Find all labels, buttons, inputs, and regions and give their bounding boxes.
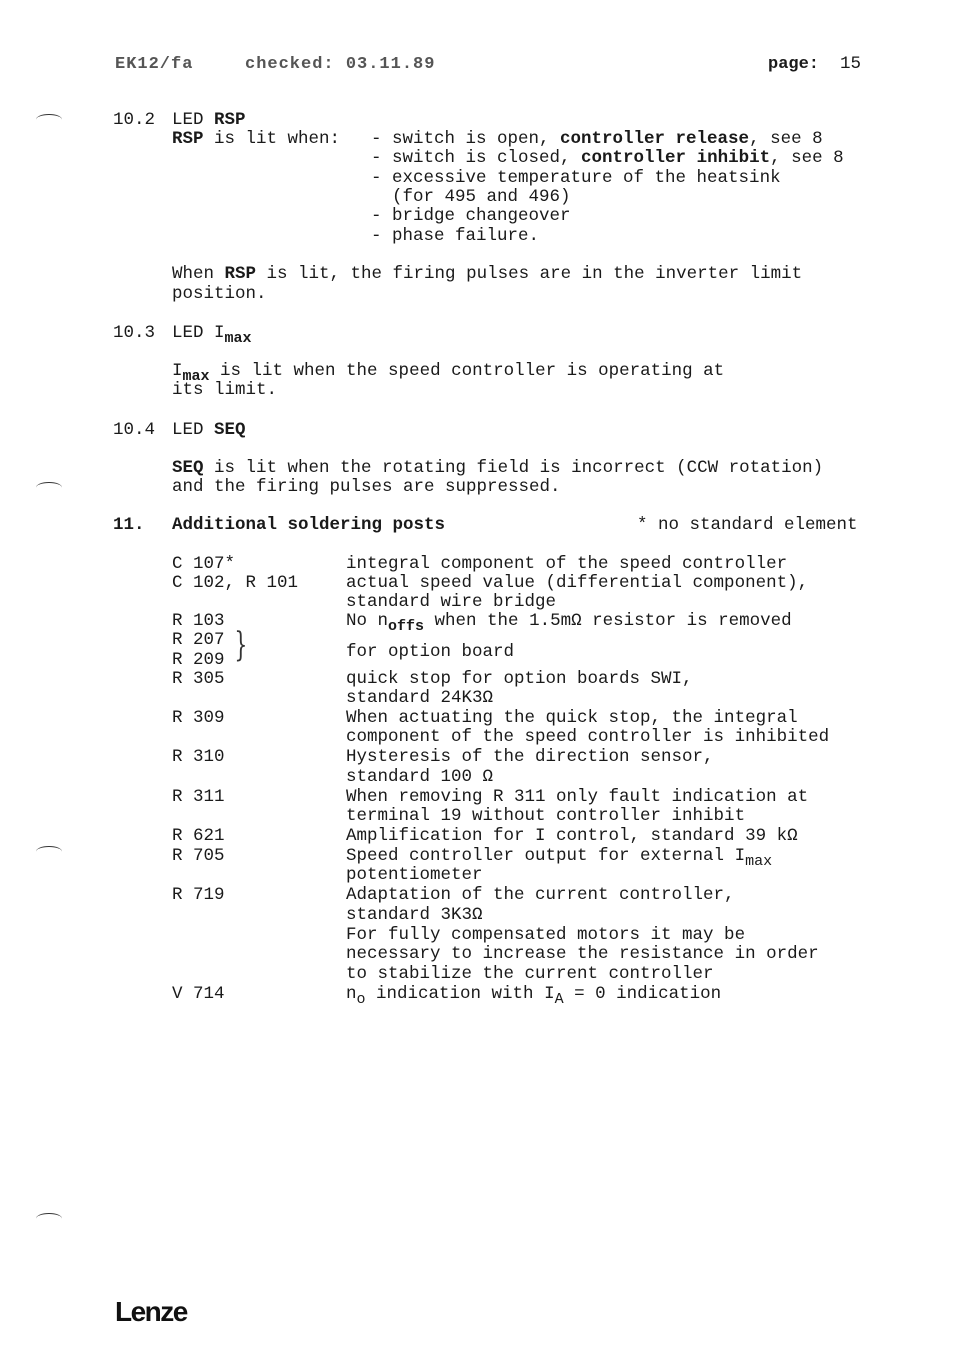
ref-label: R 305 — [172, 669, 225, 689]
ref-description: standard 100 Ω — [346, 767, 494, 787]
ref-description: $n_o$ indication with $I_A = 0$ indication — [346, 984, 722, 1008]
ref-label: C 102, R 101 — [172, 573, 299, 593]
rsp-note: When RSP is lit, the firing pulses are in the inverter limit — [172, 264, 803, 284]
ref-label: R 311 — [172, 787, 225, 807]
page-number: 15 — [840, 54, 862, 74]
seq-body-line2: and the firing pulses are suppressed. — [172, 477, 561, 497]
section-11-note: * no standard element — [637, 515, 858, 535]
ref-label: R 309 — [172, 708, 225, 728]
ref-description: Adaptation of the current controller, — [346, 885, 735, 905]
ref-description: terminal 19 without controller inhibit — [346, 806, 746, 826]
ref-description: For fully compensated motors it may be — [346, 925, 746, 945]
ref-description: When removing R 311 only fault indication at — [346, 787, 809, 807]
imax-body: $I_{max}$ is lit when the speed controller is operating at — [172, 361, 725, 385]
imax-body-line2: its limit. — [172, 380, 278, 400]
doc-code: EK12/fa — [115, 55, 194, 74]
section-10-2-number: 10.2 — [113, 110, 156, 130]
section-10-3-number: 10.3 — [113, 323, 156, 343]
section-10-4-title: LED SEQ — [172, 420, 246, 440]
page-label: page: — [768, 55, 820, 74]
ref-description: Hysteresis of the direction sensor, — [346, 747, 714, 767]
rsp-bullet: - bridge changeover — [371, 206, 571, 226]
ref-description: potentiometer — [346, 865, 483, 885]
ref-description: component of the speed controller is inhibited — [346, 727, 830, 747]
ref-description: actual speed value (differential component), — [346, 573, 809, 593]
ref-label: R 621 — [172, 826, 225, 846]
rsp-note-line2: position. — [172, 284, 267, 304]
margin-mark — [36, 846, 62, 857]
rsp-bullet: - phase failure. — [371, 226, 540, 246]
ref-description: When actuating the quick stop, the integral — [346, 708, 798, 728]
margin-mark — [36, 1213, 62, 1224]
ref-description: for option board — [346, 642, 515, 662]
ref-description: Amplification for I control, standard 39 kΩ — [346, 826, 798, 846]
section-10-2-title: LED RSP — [172, 110, 246, 130]
ref-label: R 310 — [172, 747, 225, 767]
ref-description: standard 24K3Ω — [346, 688, 494, 708]
section-10-3-title: LED $I_{max}$ — [172, 323, 252, 347]
section-11-number: 11. — [113, 515, 145, 535]
rsp-bullet: - switch is closed, controller inhibit, see 8 — [371, 148, 844, 168]
brace-mark: } — [234, 625, 248, 665]
ref-label: R 209 — [172, 650, 225, 670]
rsp-lit-when: RSP is lit when: — [172, 129, 341, 149]
lenze-logo: Lenze — [115, 1296, 187, 1327]
ref-description: standard 3K3Ω — [346, 905, 483, 925]
rsp-bullet: (for 495 and 496) — [371, 187, 571, 207]
ref-description: integral component of the speed controller — [346, 554, 788, 574]
rsp-bullet: - switch is open, controller release, see 8 — [371, 129, 823, 149]
seq-body: SEQ is lit when the rotating field is incorrect (CCW rotation) — [172, 458, 824, 478]
section-11-title: Additional soldering posts — [172, 515, 446, 535]
ref-description: necessary to increase the resistance in order — [346, 944, 819, 964]
ref-description: quick stop for option boards SWI, — [346, 669, 693, 689]
margin-mark — [36, 114, 62, 125]
ref-label: R 719 — [172, 885, 225, 905]
ref-label: C 107* — [172, 554, 236, 574]
ref-label: R 103 — [172, 611, 225, 631]
ref-description: No $n_{offs}$ when the 1.5mΩ resistor is removed — [346, 611, 792, 635]
ref-label: V 714 — [172, 984, 225, 1004]
ref-description: Speed controller output for external $I_{max}$ — [346, 846, 773, 870]
section-10-4-number: 10.4 — [113, 420, 156, 440]
checked-date: checked: 03.11.89 — [245, 55, 436, 74]
margin-mark — [36, 482, 62, 493]
ref-label: R 207 — [172, 630, 225, 650]
ref-label: R 705 — [172, 846, 225, 866]
ref-description: to stabilize the current controller — [346, 964, 714, 984]
ref-description: standard wire bridge — [346, 592, 557, 612]
rsp-bullet: - excessive temperature of the heatsink — [371, 168, 781, 188]
